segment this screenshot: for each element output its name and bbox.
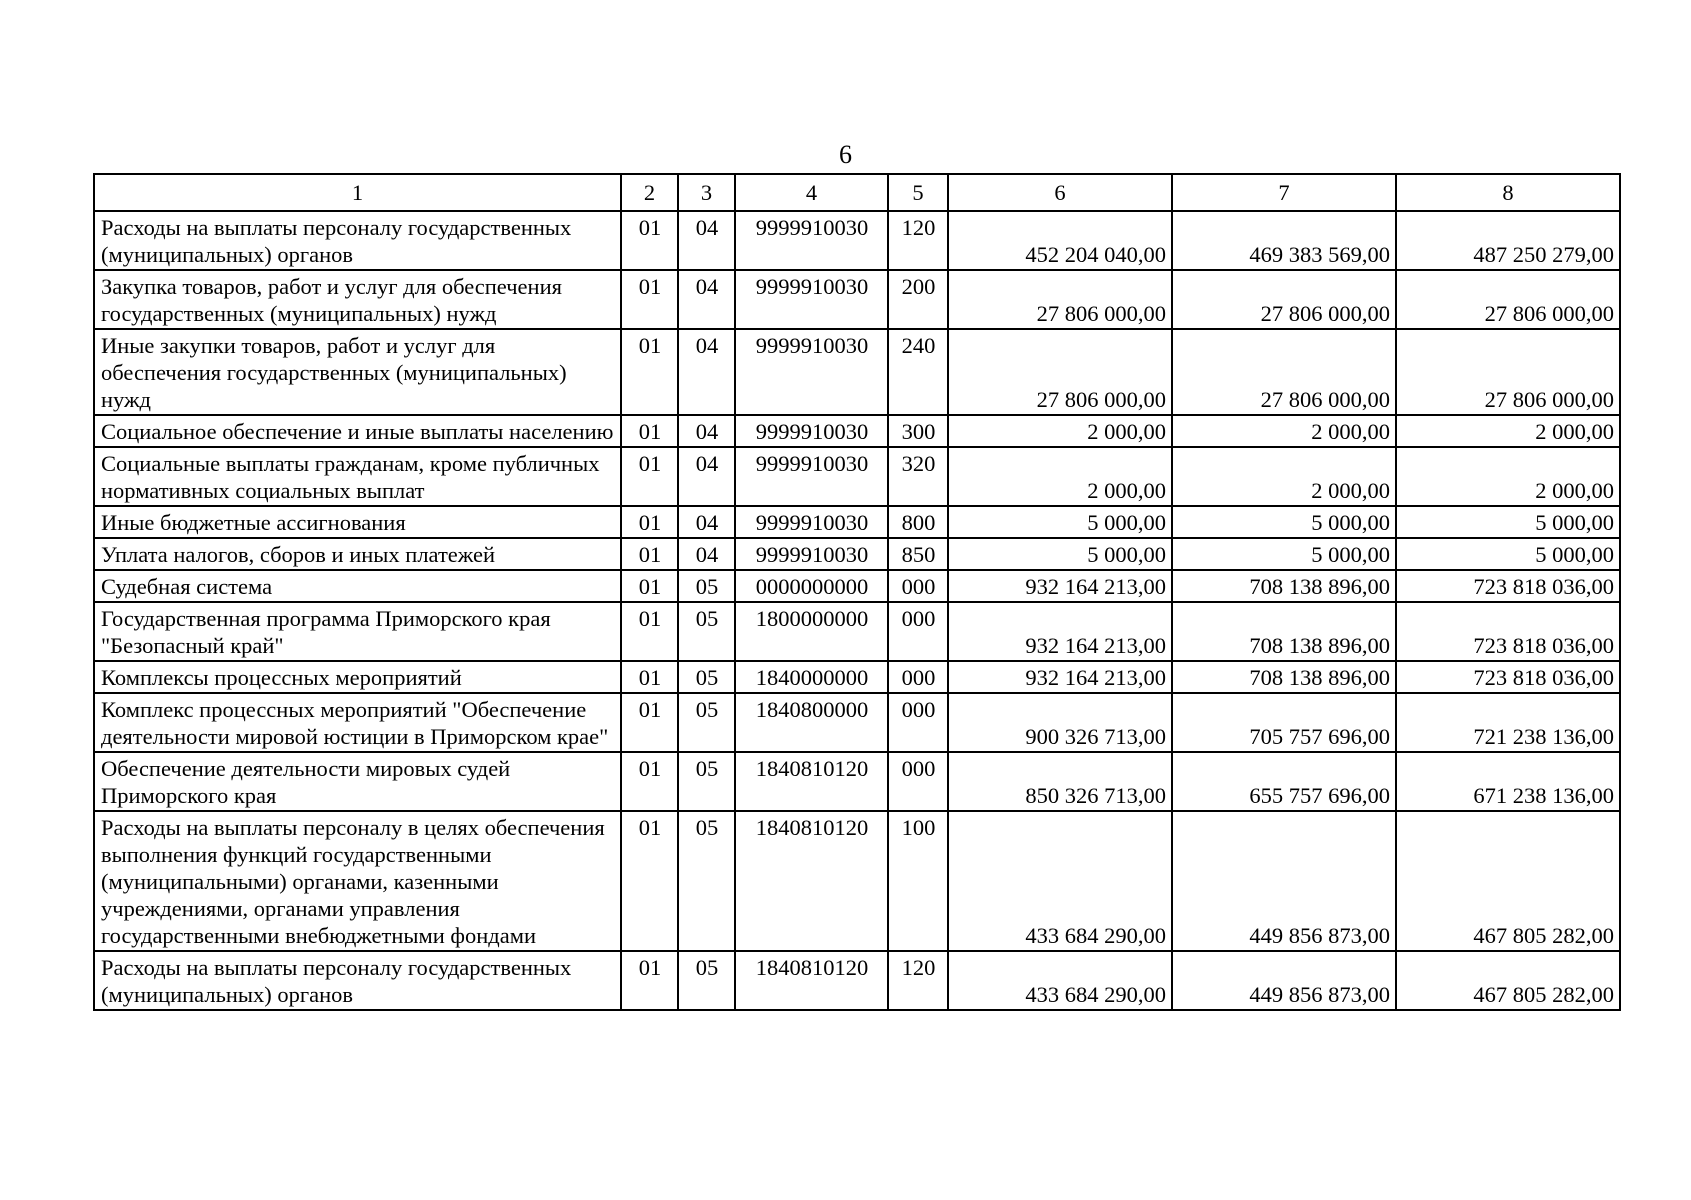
section-code-cell: 01 xyxy=(621,752,678,811)
row-name-cell: Расходы на выплаты персоналу государственных (муниципальных) органов xyxy=(94,211,621,270)
amount-cell-col7: 705 757 696,00 xyxy=(1172,693,1396,752)
expense-type-cell: 000 xyxy=(888,570,948,602)
table-row xyxy=(94,693,1620,752)
target-code-cell: 9999910030 xyxy=(735,538,888,570)
amount-cell-col8: 467 805 282,00 xyxy=(1396,811,1620,951)
amount-cell-col8: 671 238 136,00 xyxy=(1396,752,1620,811)
section-code-cell: 01 xyxy=(621,329,678,415)
expense-type-cell: 800 xyxy=(888,506,948,538)
amount-cell-col6: 932 164 213,00 xyxy=(948,602,1172,661)
table-row xyxy=(94,752,1620,811)
expense-type-cell: 000 xyxy=(888,602,948,661)
amount-cell-col8: 487 250 279,00 xyxy=(1396,211,1620,270)
subsection-code-cell: 05 xyxy=(678,570,735,602)
target-code-cell: 0000000000 xyxy=(735,570,888,602)
expense-type-cell: 120 xyxy=(888,951,948,1010)
row-name-cell: Комплекс процессных мероприятий "Обеспечение деятельности мировой юстиции в Приморском крае" xyxy=(94,693,621,752)
amount-cell-col7: 27 806 000,00 xyxy=(1172,329,1396,415)
row-name-cell: Расходы на выплаты персоналу государственных (муниципальных) органов xyxy=(94,951,621,1010)
expense-type-cell: 850 xyxy=(888,538,948,570)
expense-type-cell: 240 xyxy=(888,329,948,415)
table-row xyxy=(94,951,1620,1010)
table-row xyxy=(94,270,1620,329)
amount-cell-col8: 5 000,00 xyxy=(1396,538,1620,570)
column-header: 3 xyxy=(678,174,735,211)
section-code-cell: 01 xyxy=(621,602,678,661)
amount-cell-col7: 449 856 873,00 xyxy=(1172,811,1396,951)
table-row xyxy=(94,329,1620,415)
section-code-cell: 01 xyxy=(621,693,678,752)
amount-cell-col7: 27 806 000,00 xyxy=(1172,270,1396,329)
target-code-cell: 9999910030 xyxy=(735,447,888,506)
amount-cell-col6: 850 326 713,00 xyxy=(948,752,1172,811)
amount-cell-col7: 5 000,00 xyxy=(1172,538,1396,570)
column-header: 2 xyxy=(621,174,678,211)
amount-cell-col7: 708 138 896,00 xyxy=(1172,602,1396,661)
subsection-code-cell: 04 xyxy=(678,270,735,329)
section-code-cell: 01 xyxy=(621,211,678,270)
amount-cell-col6: 2 000,00 xyxy=(948,415,1172,447)
column-header: 8 xyxy=(1396,174,1620,211)
amount-cell-col8: 721 238 136,00 xyxy=(1396,693,1620,752)
target-code-cell: 1800000000 xyxy=(735,602,888,661)
expense-type-cell: 100 xyxy=(888,811,948,951)
target-code-cell: 9999910030 xyxy=(735,415,888,447)
expense-type-cell: 300 xyxy=(888,415,948,447)
table-row xyxy=(94,506,1620,538)
table-row xyxy=(94,538,1620,570)
target-code-cell: 1840800000 xyxy=(735,693,888,752)
row-name-cell: Иные закупки товаров, работ и услуг для обеспечения государственных (муниципальных) нужд xyxy=(94,329,621,415)
subsection-code-cell: 04 xyxy=(678,538,735,570)
amount-cell-col6: 27 806 000,00 xyxy=(948,329,1172,415)
subsection-code-cell: 04 xyxy=(678,506,735,538)
row-name-cell: Комплексы процессных мероприятий xyxy=(94,661,621,693)
target-code-cell: 9999910030 xyxy=(735,329,888,415)
amount-cell-col6: 900 326 713,00 xyxy=(948,693,1172,752)
target-code-cell: 9999910030 xyxy=(735,270,888,329)
table-row xyxy=(94,415,1620,447)
amount-cell-col7: 655 757 696,00 xyxy=(1172,752,1396,811)
amount-cell-col8: 723 818 036,00 xyxy=(1396,661,1620,693)
row-name-cell: Расходы на выплаты персоналу в целях обеспечения выполнения функций государственными (муниципальными) органами, казенными учреждениями, органами управления государственными внебюджетными фондами xyxy=(94,811,621,951)
amount-cell-col8: 723 818 036,00 xyxy=(1396,570,1620,602)
expense-type-cell: 000 xyxy=(888,661,948,693)
subsection-code-cell: 04 xyxy=(678,415,735,447)
amount-cell-col6: 433 684 290,00 xyxy=(948,951,1172,1010)
section-code-cell: 01 xyxy=(621,570,678,602)
subsection-code-cell: 05 xyxy=(678,693,735,752)
table-row xyxy=(94,211,1620,270)
amount-cell-col6: 932 164 213,00 xyxy=(948,661,1172,693)
subsection-code-cell: 05 xyxy=(678,602,735,661)
column-header: 4 xyxy=(735,174,888,211)
table-header-row xyxy=(94,174,1620,211)
column-header: 7 xyxy=(1172,174,1396,211)
column-header: 6 xyxy=(948,174,1172,211)
expense-type-cell: 000 xyxy=(888,693,948,752)
amount-cell-col8: 2 000,00 xyxy=(1396,415,1620,447)
budget-table xyxy=(93,173,1621,1011)
amount-cell-col8: 27 806 000,00 xyxy=(1396,329,1620,415)
expense-type-cell: 200 xyxy=(888,270,948,329)
amount-cell-col7: 2 000,00 xyxy=(1172,447,1396,506)
amount-cell-col7: 708 138 896,00 xyxy=(1172,570,1396,602)
column-header: 1 xyxy=(94,174,621,211)
amount-cell-col8: 2 000,00 xyxy=(1396,447,1620,506)
expense-type-cell: 000 xyxy=(888,752,948,811)
amount-cell-col6: 433 684 290,00 xyxy=(948,811,1172,951)
target-code-cell: 9999910030 xyxy=(735,211,888,270)
row-name-cell: Судебная система xyxy=(94,570,621,602)
section-code-cell: 01 xyxy=(621,951,678,1010)
section-code-cell: 01 xyxy=(621,661,678,693)
target-code-cell: 9999910030 xyxy=(735,506,888,538)
section-code-cell: 01 xyxy=(621,415,678,447)
target-code-cell: 1840000000 xyxy=(735,661,888,693)
section-code-cell: 01 xyxy=(621,811,678,951)
subsection-code-cell: 05 xyxy=(678,752,735,811)
subsection-code-cell: 04 xyxy=(678,329,735,415)
table-row xyxy=(94,602,1620,661)
section-code-cell: 01 xyxy=(621,538,678,570)
amount-cell-col6: 2 000,00 xyxy=(948,447,1172,506)
target-code-cell: 1840810120 xyxy=(735,951,888,1010)
column-header: 5 xyxy=(888,174,948,211)
amount-cell-col6: 452 204 040,00 xyxy=(948,211,1172,270)
amount-cell-col7: 469 383 569,00 xyxy=(1172,211,1396,270)
amount-cell-col7: 449 856 873,00 xyxy=(1172,951,1396,1010)
amount-cell-col7: 2 000,00 xyxy=(1172,415,1396,447)
amount-cell-col6: 932 164 213,00 xyxy=(948,570,1172,602)
expense-type-cell: 120 xyxy=(888,211,948,270)
table-row xyxy=(94,811,1620,951)
amount-cell-col6: 5 000,00 xyxy=(948,506,1172,538)
subsection-code-cell: 05 xyxy=(678,951,735,1010)
page-number: 6 xyxy=(839,140,852,169)
table-row xyxy=(94,570,1620,602)
row-name-cell: Социальное обеспечение и иные выплаты населению xyxy=(94,415,621,447)
row-name-cell: Уплата налогов, сборов и иных платежей xyxy=(94,538,621,570)
amount-cell-col8: 5 000,00 xyxy=(1396,506,1620,538)
row-name-cell: Иные бюджетные ассигнования xyxy=(94,506,621,538)
target-code-cell: 1840810120 xyxy=(735,752,888,811)
amount-cell-col7: 5 000,00 xyxy=(1172,506,1396,538)
subsection-code-cell: 04 xyxy=(678,211,735,270)
section-code-cell: 01 xyxy=(621,270,678,329)
target-code-cell: 1840810120 xyxy=(735,811,888,951)
amount-cell-col6: 5 000,00 xyxy=(948,538,1172,570)
section-code-cell: 01 xyxy=(621,506,678,538)
row-name-cell: Закупка товаров, работ и услуг для обеспечения государственных (муниципальных) нужд xyxy=(94,270,621,329)
row-name-cell: Государственная программа Приморского края "Безопасный край" xyxy=(94,602,621,661)
subsection-code-cell: 04 xyxy=(678,447,735,506)
subsection-code-cell: 05 xyxy=(678,661,735,693)
table-row xyxy=(94,661,1620,693)
amount-cell-col8: 723 818 036,00 xyxy=(1396,602,1620,661)
expense-type-cell: 320 xyxy=(888,447,948,506)
amount-cell-col8: 467 805 282,00 xyxy=(1396,951,1620,1010)
subsection-code-cell: 05 xyxy=(678,811,735,951)
section-code-cell: 01 xyxy=(621,447,678,506)
amount-cell-col6: 27 806 000,00 xyxy=(948,270,1172,329)
table-row xyxy=(94,447,1620,506)
amount-cell-col8: 27 806 000,00 xyxy=(1396,270,1620,329)
row-name-cell: Обеспечение деятельности мировых судей Приморского края xyxy=(94,752,621,811)
row-name-cell: Социальные выплаты гражданам, кроме публичных нормативных социальных выплат xyxy=(94,447,621,506)
amount-cell-col7: 708 138 896,00 xyxy=(1172,661,1396,693)
